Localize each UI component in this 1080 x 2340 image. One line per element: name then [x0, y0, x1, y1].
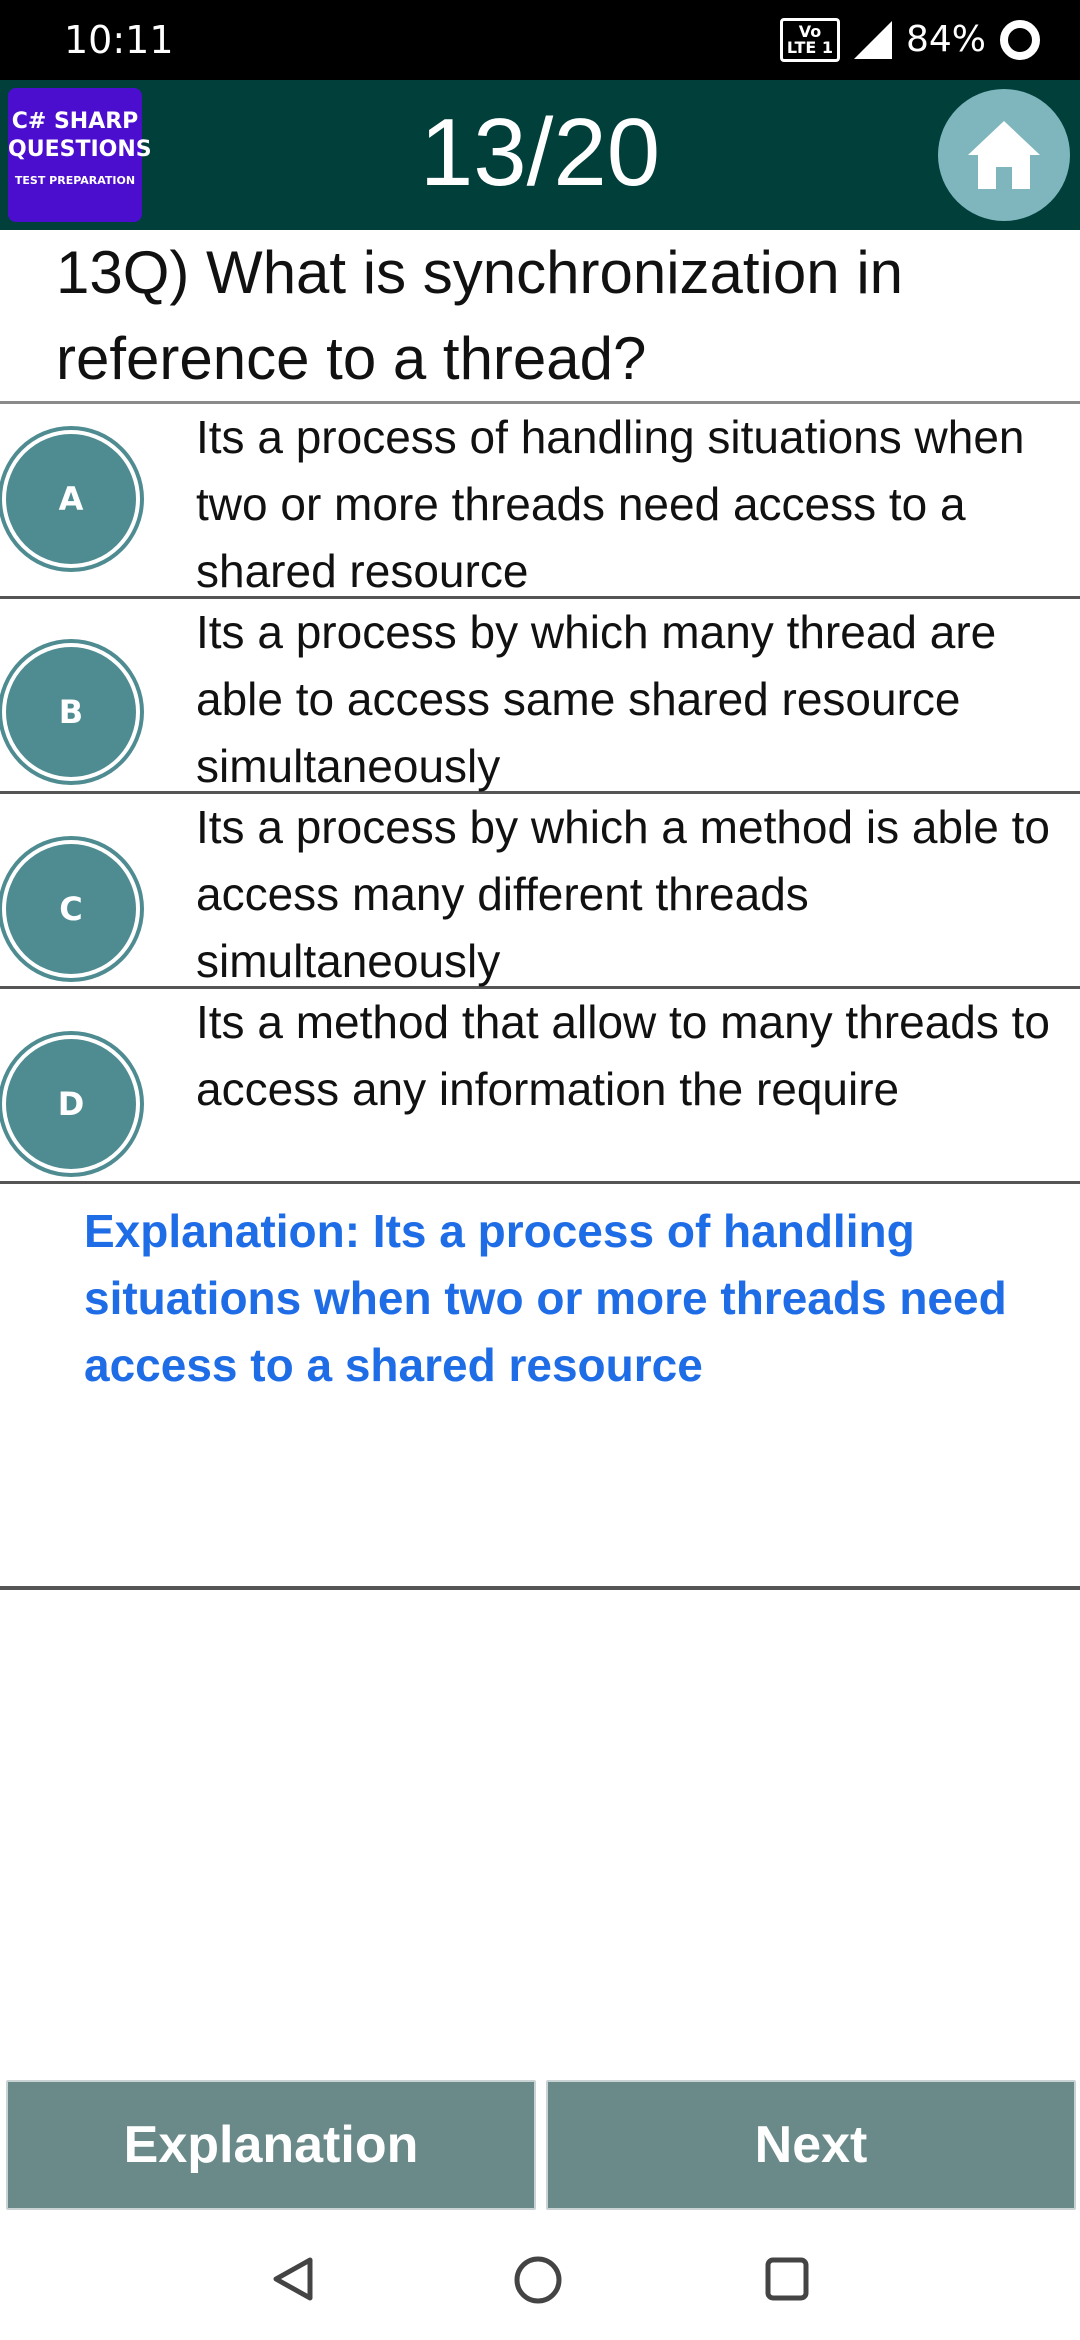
header-bar [0, 80, 1080, 230]
battery-percent: 84% [905, 19, 986, 60]
status-bar [0, 0, 1080, 80]
volte-icon [780, 18, 840, 62]
option-c-circle[interactable]: C [2, 840, 140, 978]
option-c-text[interactable]: Its a process by which a method is able to access many different threads simultaneously [196, 801, 1050, 987]
question-text: 13Q) What is synchronization in reference to a thread? [0, 230, 1080, 404]
system-nav-bar [0, 2220, 1080, 2340]
option-d-text[interactable]: Its a method that allow to many threads to access any information the require [196, 996, 1051, 1115]
explanation-panel [0, 1198, 1080, 1590]
battery-ring-icon [1000, 20, 1040, 60]
status-icons [780, 16, 1040, 64]
explanation-text: Explanation: Its a process of handling situations when two or more threads need access to a shared resource [84, 1205, 1007, 1391]
circle-home-icon[interactable] [512, 2254, 564, 2306]
logo-line1: C# SHARP [11, 109, 139, 134]
logo-line3: TEST PREPARATION [14, 174, 136, 187]
option-b[interactable] [0, 599, 1080, 794]
option-b-circle[interactable]: B [2, 643, 140, 781]
option-a-circle[interactable]: A [2, 430, 140, 568]
option-d[interactable] [0, 989, 1080, 1184]
home-icon [964, 115, 1044, 195]
option-a[interactable] [0, 404, 1080, 599]
back-triangle-icon[interactable] [268, 2254, 318, 2304]
square-recent-icon[interactable] [762, 2254, 812, 2304]
home-button[interactable] [938, 89, 1070, 221]
next-button[interactable]: Next [546, 2080, 1076, 2210]
volte-bottom: LTE 1 [786, 38, 833, 57]
explanation-button[interactable]: Explanation [6, 2080, 536, 2210]
option-b-text[interactable]: Its a process by which many thread are able to access same shared resource simultaneously [196, 606, 997, 792]
option-a-text[interactable]: Its a process of handling situations when two or more threads need access to a shared resource [196, 411, 1025, 597]
option-d-circle[interactable]: D [2, 1035, 140, 1173]
option-c[interactable] [0, 794, 1080, 989]
question-counter: 13/20 [419, 99, 661, 206]
volte-top: Vo [798, 22, 822, 41]
signal-icon [854, 21, 892, 59]
app-logo [8, 88, 152, 222]
logo-line2: QUESTIONS [8, 137, 152, 162]
status-time: 10:11 [64, 18, 174, 62]
